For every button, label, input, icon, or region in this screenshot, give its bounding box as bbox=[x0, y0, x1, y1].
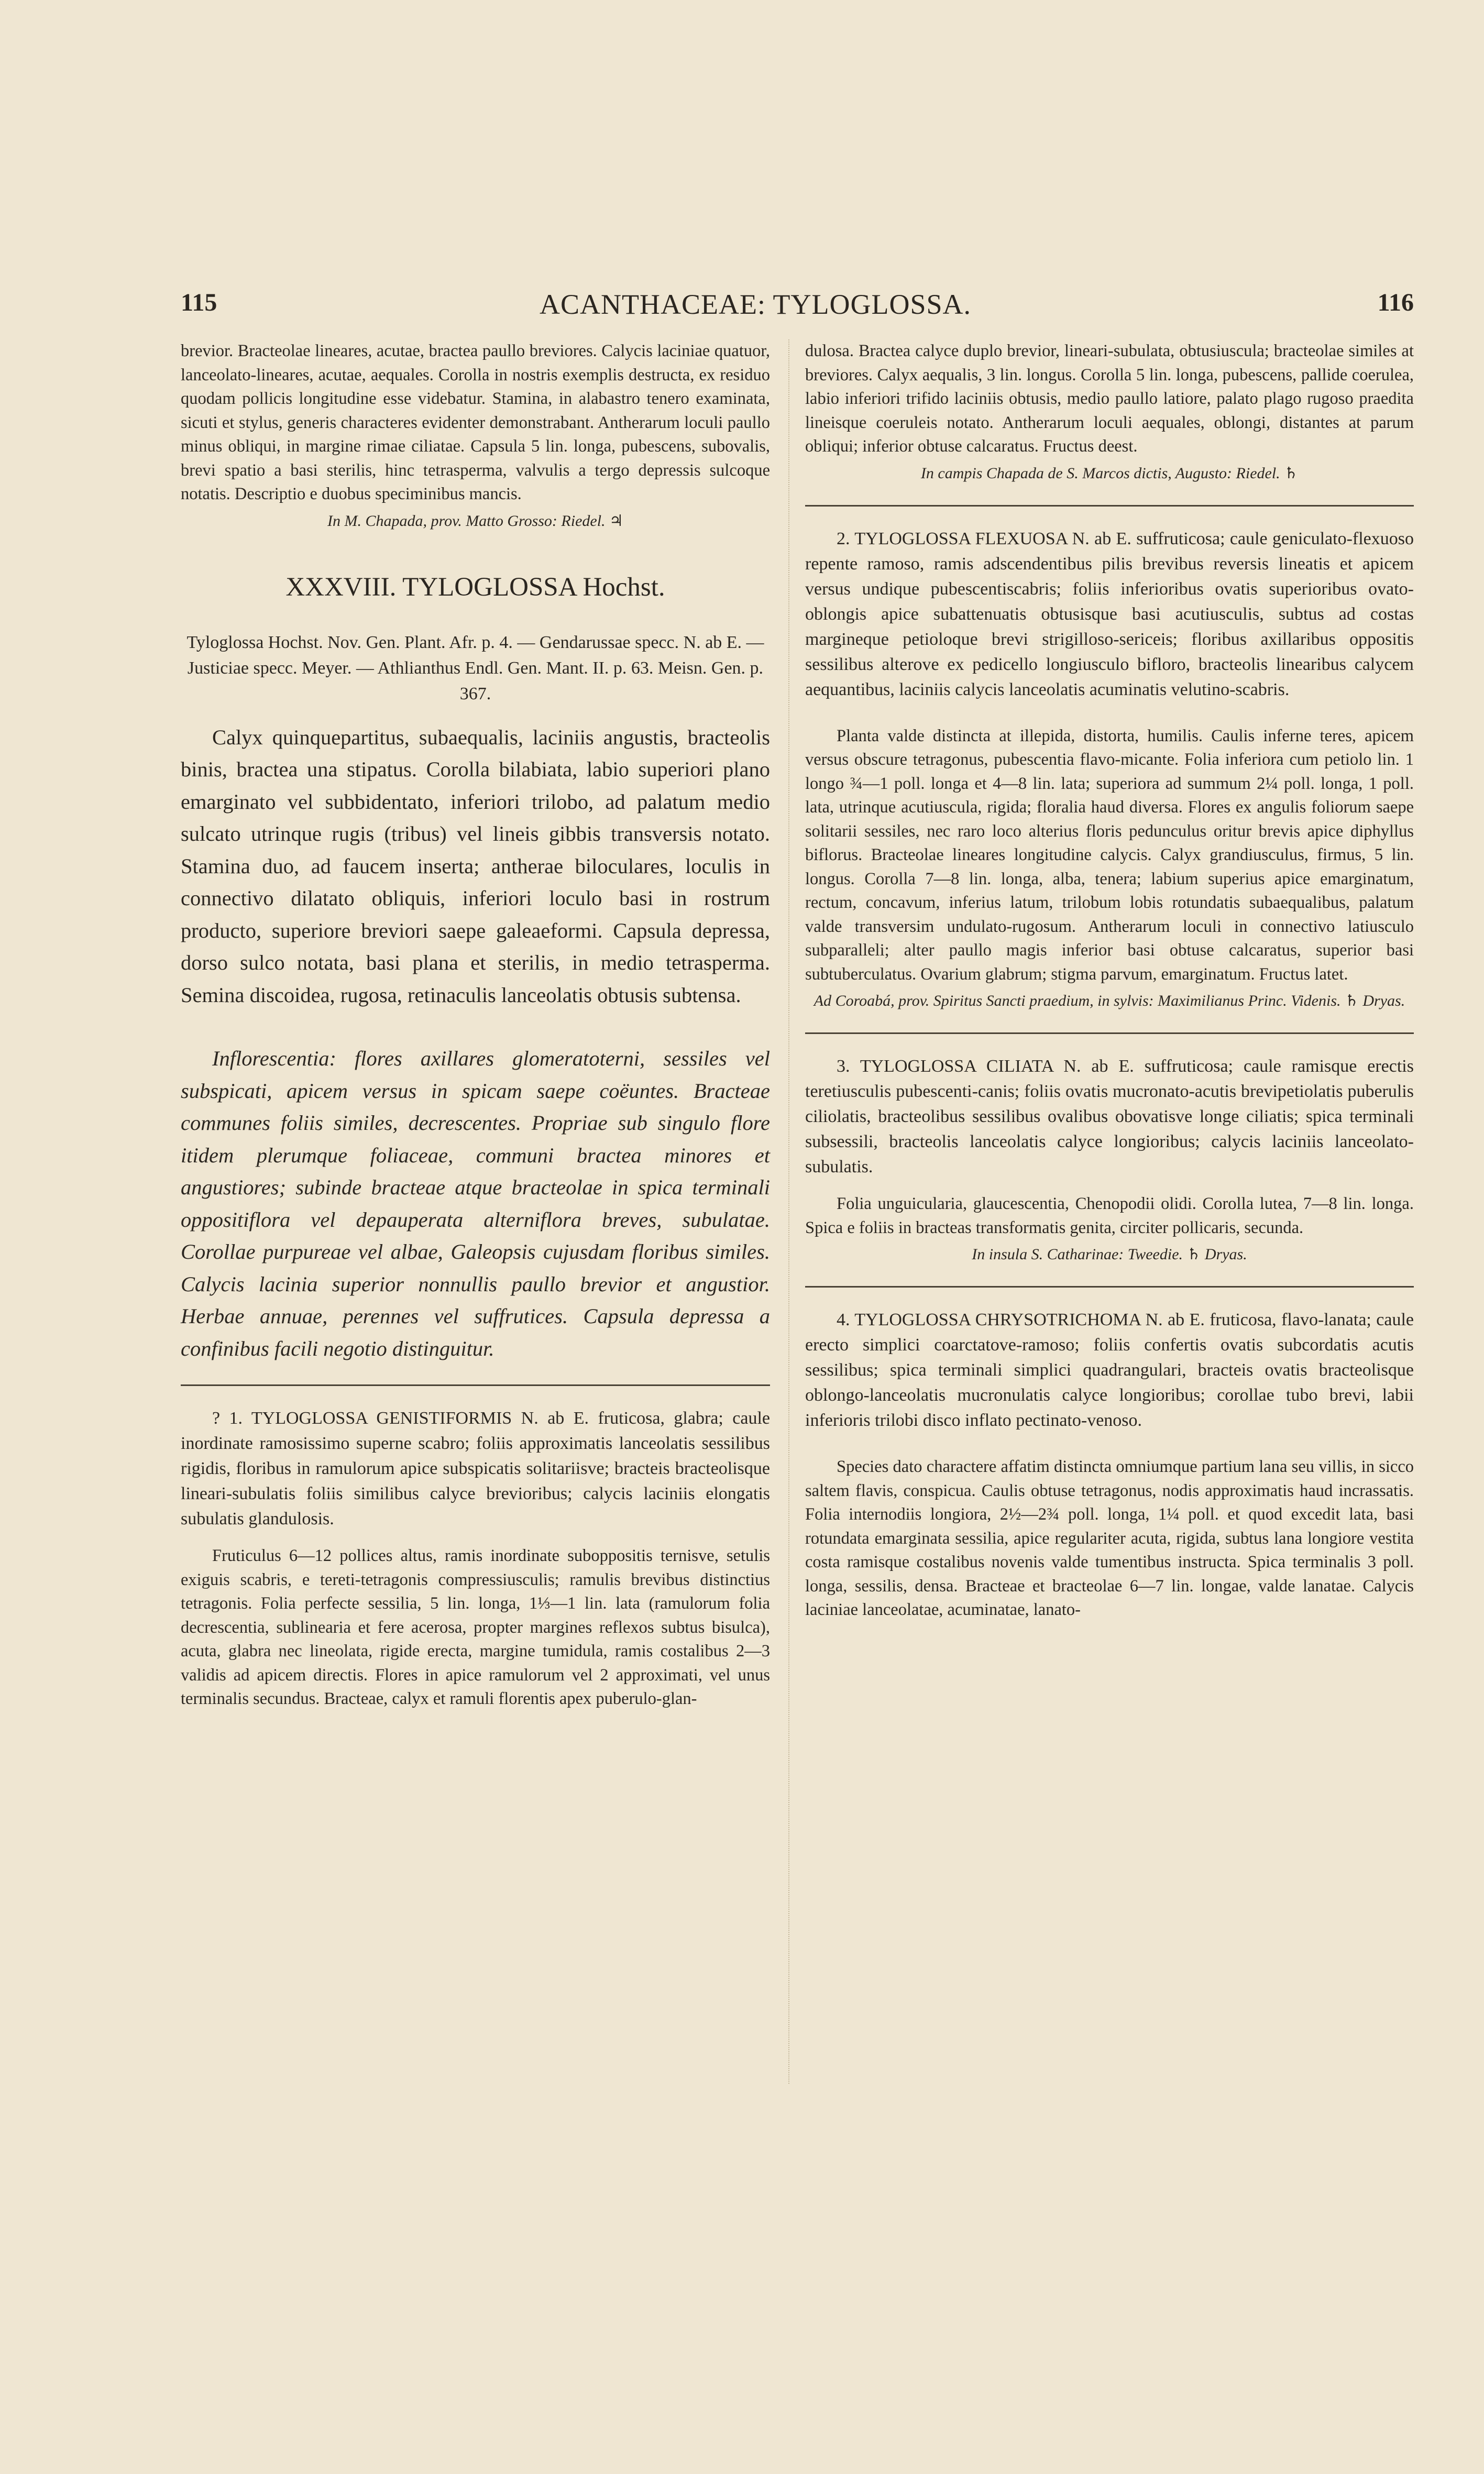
right-column bbox=[805, 339, 1414, 1622]
species-diagnosis-2: 2. TYLOGLOSSA FLEXUOSA N. ab E. suffruticosa; caule geniculato-flexuoso repente ramoso, ramis adscendentibus pilis brevibus reversis lineatis et apicem versus undique pubescentiscabris; foliis inferioribus ovatis superioribus ovato-oblongis apice subattenuatis obtusisque basi acutiusculis, subtus ad costas margineque petioloque brevi strigilloso-sericeis; floribus axillaribus oppositis sessilibus alterove ex pedicello longiusculo bifloro, bracteolis linearibus calycem aequantibus, laciniis calycis lanceolatis acuminatis velutino-scabris. bbox=[805, 529, 1414, 699]
species-diagnosis-4: 4. TYLOGLOSSA CHRYSOTRICHOMA N. ab E. fruticosa, flavo-lanata; caule erecto simplici coarctatove-ramoso; foliis confertis ovatis subcordatis acutis sessilibus; spica terminali simplici quadrangulari, bracteis ovatis bracteolisque oblongo-lanceolatis mucronulatis calyce longioribus; corollae tubo brevi, labii inferioris trilobi disco inflato pectinato-venoso. bbox=[805, 1310, 1414, 1430]
genus-character: Calyx quinquepartitus, subaequalis, laciniis angustis, bracteolis binis, bractea una stipatus. Corolla bilabiata, labio superiori plano emarginato vel subbidentato, inferiori trilobo, ad palatum medio sulcato utrinque rugis (tribus) vel lineis gibbis transversis notato. Stamina duo, ad faucem inserta; antherae biloculares, loculis in connectivo dilatato obliquis, inferiori loculo basi in rostrum producto, superiore breviori saepe galeaeformi. Capsula depressa, dorso sulco notata, basi plana et sterilis, in medio tetrasperma. Semina discoidea, rugosa, retinaculis lanceolatis obtusis subtensa. bbox=[181, 725, 770, 1007]
column-separator bbox=[788, 339, 790, 2084]
species-description-4: Species dato charactere affatim distincta omniumque partium lana seu villis, in sicco saltem flavis, conspicua. Caulis obtuse tetragonus, nodis approximatis haud incrassatis. Folia internodiis longiora, 2½—2¾ poll. longa, 1¼ poll. et quod excedit lata, basi rotundata emarginata sessilia, apice regulariter acuta, rigida, subtus lana longiore vestita costa ramisque costalibus novenis valde tumentibus instructa. Spica terminalis 3 poll. longa, sessilis, densa. Bracteae et bracteolae 6—7 lin. longae, valde lanatae. Calycis laciniae lanceolatae, acuminatae, lanato- bbox=[805, 1457, 1414, 1619]
locality-note: Ad Coroabá, prov. Spiritus Sancti praedium, in sylvis: Maximilianus Princ. Videnis. ♄ Dryas. bbox=[814, 992, 1405, 1009]
species-diagnosis-1: ? 1. TYLOGLOSSA GENISTIFORMIS N. ab E. fruticosa, glabra; caule inordinate ramosissimo superne scabro; foliis approximatis lanceolatis sessilibus rigidis, floribus in ramulorum apice subspicatis solitariisve; bracteis bracteolisque lineari-subulatis foliis similibus calyce brevioribus; calycis laciniis elongatis subulatis glandulosis. bbox=[181, 1409, 770, 1529]
species-description-2: Planta valde distincta at illepida, distorta, humilis. Caulis inferne teres, apicem versus obscure tetragonus, pubescentia flavo-micante. Folia inferiora cum petiolo lin. 1 longo ¾—1 poll. longa et 4—8 lin. lata; superiora ad summum 2¼ poll. longa, 1 poll. lata, utrinque acutiuscula, rigida; floralia haud diversa. Flores ex angulis foliorum saepe solitarii sessiles, nec raro loco alterius floris pedunculus oritur brevis apice diphyllus biflorus. Bracteolae lineares longitudine calycis. Calyx grandiusculus, firmus, 5 lin. longus. Corolla 7—8 lin. longa, alba, tenera; labium superius apice emarginatum, rectum, concavum, inferius latum, trilobum lobis rotundatis subaequalibus, palatum valde transversim undulato-rugosum. Antherarum loculi in connectivo latiusculo subparalleli; alter paullo magis inferior basi obtuse calcaratus, superior basi subtuberculatus. Ovarium glabrum; stigma parvum, emarginatum. Fructus latet. bbox=[805, 726, 1414, 984]
species-description-1: Fruticulus 6—12 pollices altus, ramis inordinate suboppositis ternisve, setulis exiguis scabris, e tereti-tetragonis compressiusculis; ramulis brevibus distinctius tetragonis. Folia perfecte sessilia, 5 lin. longa, 1⅓—1 lin. lata (ramulorum folia decrescentia, sublinearia et fere acerosa, propter margines reflexos subtus bisulca), acuta, glabra nec lineolata, rigide erecta, margine tumidula, ramis costalibus 2—3 validis ad apicem directis. Flores in apice ramulorum vel 2 approximati, vel unus terminalis secundus. Bracteae, calyx et ramuli florentis apex puberulo-glan- bbox=[181, 1546, 770, 1708]
locality-note: In insula S. Catharinae: Tweedie. ♄ Dryas. bbox=[972, 1246, 1247, 1263]
species-diagnosis-3: 3. TYLOGLOSSA CILIATA N. ab E. suffruticosa; caule ramisque erectis teretiusculis pubescenti-canis; foliis ovatis mucronato-acutis brevipetiolatis puberulis ciliolatis, bracteolibus sessilibus ovalibus obovatisve longe ciliatis; spica terminali subsessili, bracteolis lanceolatis calyce longioribus; calycis laciniis lanceolato-subulatis. bbox=[805, 1057, 1414, 1176]
left-column bbox=[181, 339, 770, 1711]
section-rule bbox=[805, 505, 1414, 507]
locality-note: In M. Chapada, prov. Matto Grosso: Riedel. ♃ bbox=[327, 512, 623, 530]
locality-note: In campis Chapada de S. Marcos dictis, Augusto: Riedel. ♄ bbox=[920, 464, 1299, 482]
paragraph: brevior. Bracteolae lineares, acutae, bractea paullo breviores. Calycis laciniae quatuor, lanceolato-lineares, acutae, aequales. Corolla in nostris exemplis destructa, ex residuo quodam pollicis longitudine esse videbatur. Stamina, in alabastro tenero examinata, sicuti et stylus, generis characteres evidenter demonstrabant. Antherarum loculi paullo minus obliqui, in margine rimae ciliatae. Capsula 5 lin. longa, pubescens, subovalis, brevi spatio a basi sterilis, hinc tetrasperma, valvulis a tergo depressis sulcoque notatis. Descriptio e duobus speciminibus mancis. bbox=[181, 342, 770, 503]
genus-heading: XXXVIII. TYLOGLOSSA Hochst. bbox=[285, 572, 665, 602]
genus-inflorescence: Inflorescentia: flores axillares glomeratoterni, sessiles vel subspicati, apicem versus in spicam saepe coëuntes. Bracteae communes foliis similes, decrescentes. Propriae sub singulo flore itidem plerumque foliaceae, communi bractea minores et angustiores; subinde bracteae atque bracteolae in spica terminali oppositiflora vel depauperata alterniflora breves, subulatae. Corollae purpureae vel albae, Galeopsis cujusdam floribus similes. Calycis lacinia superior nonnullis paullo brevior et angustior. Herbae annuae, perennes vel suffrutices. Capsula depressa a confinibus facili negotio distinguitur. bbox=[181, 1047, 770, 1360]
section-rule bbox=[805, 1032, 1414, 1034]
running-title: ACANTHACEAE: TYLOGLOSSA. bbox=[540, 289, 972, 320]
section-rule bbox=[805, 1286, 1414, 1288]
page-number-right: 116 bbox=[1377, 289, 1414, 316]
page-number-left: 115 bbox=[181, 289, 217, 316]
section-rule bbox=[181, 1384, 770, 1386]
paragraph: dulosa. Bractea calyce duplo brevior, lineari-subulata, obtusiuscula; bracteolae similes at breviores. Calyx aequalis, 3 lin. longus. Corolla 5 lin. longa, pubescens, pallide coerulea, labio inferiori trifido laciniis obtusis, medio paullo latiore, palato plago rugoso praedita lineisque coeruleis notato. Antherarum loculi aequales, oblongi, distantes at parum obliqui; inferior obtuse calcaratus. Fructus deest. bbox=[805, 342, 1414, 456]
genus-synonymy: Tyloglossa Hochst. Nov. Gen. Plant. Afr. p. 4. — Gendarussae specc. N. ab E. — Justiciae specc. Meyer. — Athlianthus Endl. Gen. Mant. II. p. 63. Meisn. Gen. p. 367. bbox=[186, 632, 764, 703]
running-header bbox=[0, 288, 1484, 325]
species-description-3: Folia unguicularia, glaucescentia, Chenopodii olidi. Corolla lutea, 7—8 lin. longa. Spica e foliis in bracteas transformatis genita, circiter pollicaris, secunda. bbox=[805, 1194, 1414, 1237]
